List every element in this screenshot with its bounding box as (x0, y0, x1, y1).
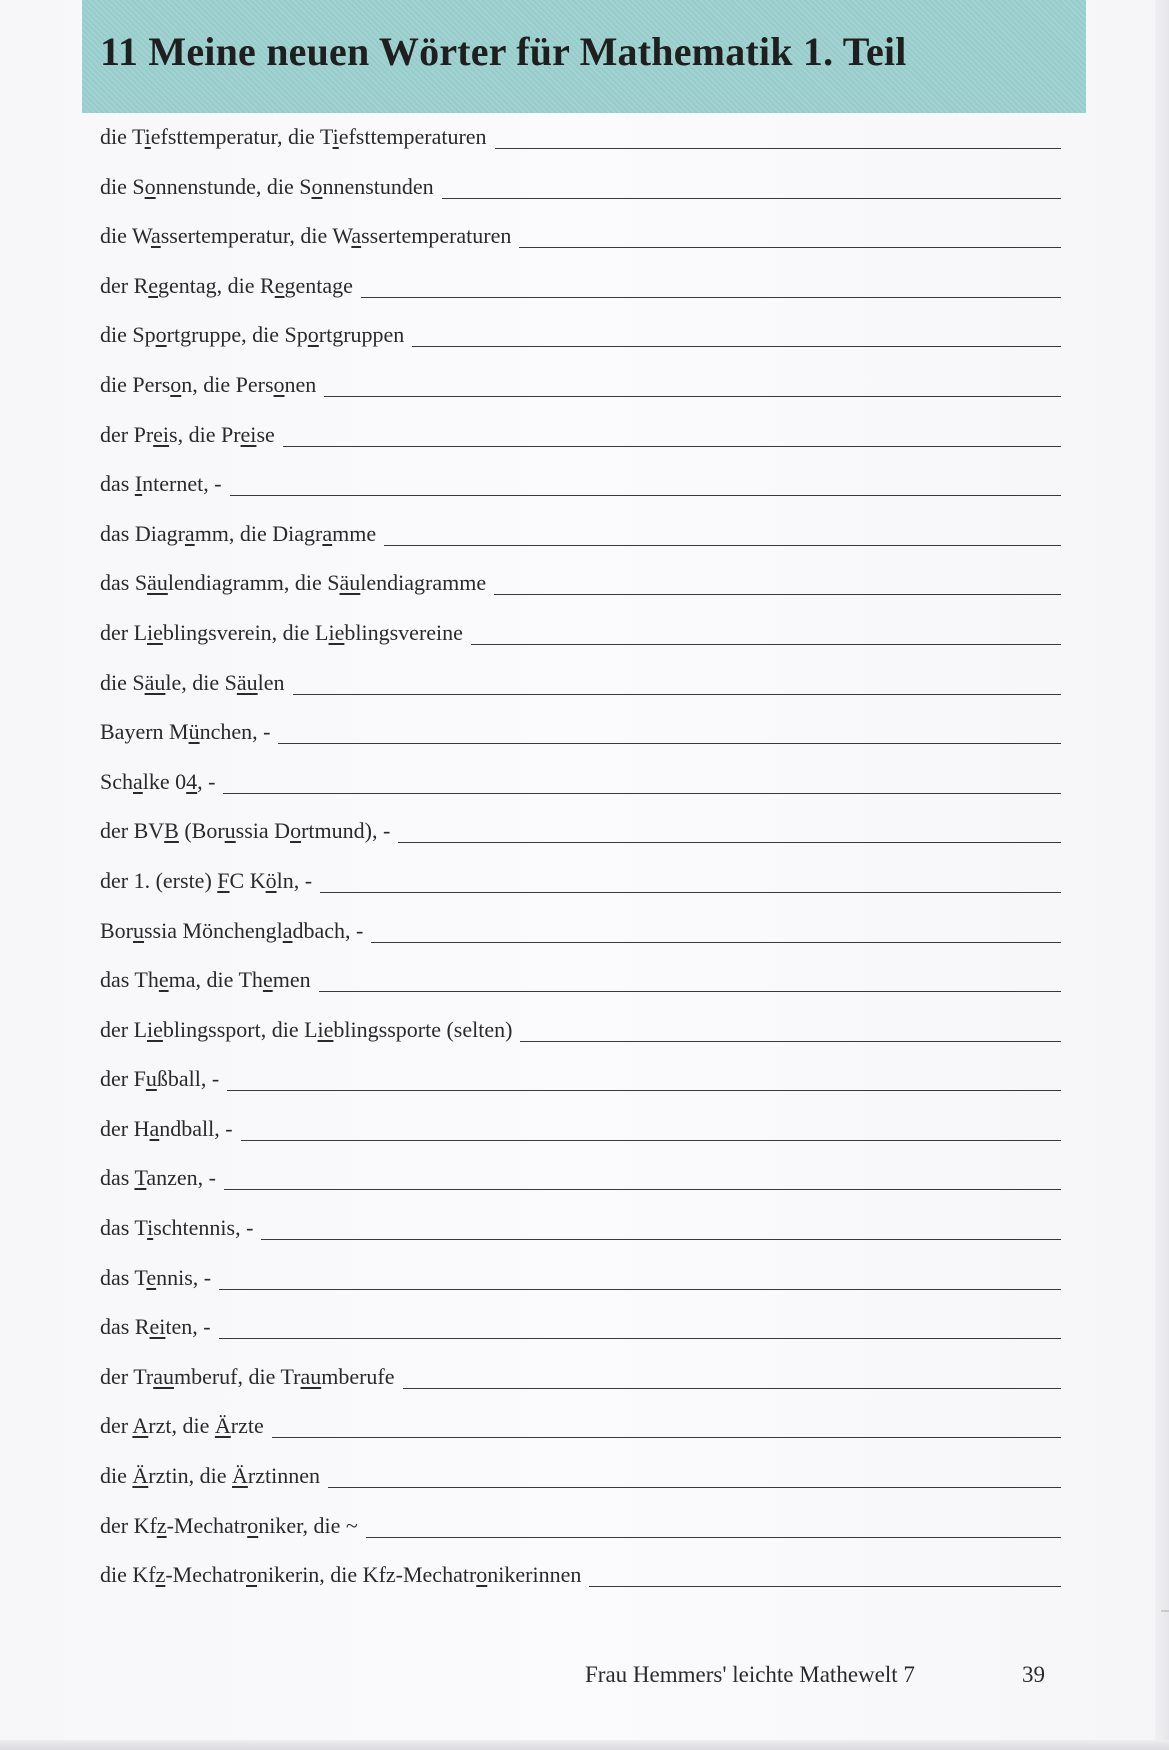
term-text: der 1. (erste) (100, 867, 218, 893)
vocab-row (0, 658, 1169, 708)
stressed-letters: a (322, 520, 333, 546)
term-text: rtgruppen (318, 322, 405, 348)
term-text: blingssporte (selten) (333, 1016, 513, 1042)
vocab-row (0, 955, 1169, 1005)
vocab-term (100, 521, 376, 547)
answer-line[interactable] (261, 1239, 1061, 1240)
vocab-term (100, 769, 215, 795)
term-text: ßball, - (156, 1066, 220, 1092)
vocab-row (0, 1153, 1169, 1203)
vocab-row (0, 1005, 1169, 1055)
stressed-letters: u (145, 1066, 157, 1092)
answer-line[interactable] (412, 346, 1061, 347)
stressed-letters: ei (153, 421, 170, 447)
page-title: 11 Meine neuen Wörter für Mathematik 1. Teil (100, 29, 907, 74)
stressed-letters: o (307, 322, 319, 348)
stressed-letters: a (149, 1115, 160, 1141)
term-text: le, die S (165, 669, 237, 695)
term-text: der R (100, 272, 149, 298)
term-text: nnenstunden (322, 173, 434, 199)
stressed-letters: T (134, 1165, 147, 1191)
scan-mark (1161, 1610, 1169, 1612)
stressed-letters: au (153, 1363, 174, 1389)
stressed-letters: e (262, 967, 273, 993)
answer-line[interactable] (227, 1090, 1061, 1091)
term-text: ma, die Th (168, 967, 263, 993)
vocab-term (100, 918, 363, 944)
vocab-row (0, 1501, 1169, 1551)
stressed-letters: o (247, 1512, 259, 1538)
term-text: das S (100, 570, 148, 596)
vocab-term (100, 1116, 233, 1142)
term-text: men (272, 967, 311, 993)
stressed-letters: z (155, 1562, 166, 1588)
answer-line[interactable] (398, 842, 1061, 843)
page-edge-bottom (0, 1740, 1169, 1750)
stressed-letters: ie (147, 1016, 163, 1042)
vocab-term (100, 967, 311, 993)
answer-line[interactable] (223, 793, 1061, 794)
term-text: mberuf, die Tr (173, 1363, 301, 1389)
term-text: blingsvereine (344, 619, 463, 645)
vocab-row (0, 1104, 1169, 1154)
vocab-row (0, 509, 1169, 559)
term-text: das R (100, 1314, 150, 1340)
stressed-letters: u (224, 818, 236, 844)
vocab-term (100, 124, 487, 150)
stressed-letters: äu (339, 570, 361, 596)
stressed-letters: äu (147, 570, 168, 596)
footer-book-title: Frau Hemmers' leichte Mathewelt 7 (585, 1662, 915, 1687)
term-text: lke 0 (142, 768, 187, 794)
stressed-letters: o (144, 173, 156, 199)
vocab-term (100, 620, 463, 646)
answer-line[interactable] (241, 1140, 1061, 1141)
term-text: die Sp (100, 322, 156, 348)
vocab-term (100, 1165, 216, 1191)
vocab-term (100, 1215, 253, 1241)
stressed-letters: äu (236, 669, 258, 695)
term-text: Bayern M (100, 719, 189, 745)
vocab-term (100, 1413, 264, 1439)
term-text: lendiagramm, die S (167, 570, 340, 596)
vocab-term (100, 471, 222, 497)
stressed-letters: i (144, 124, 151, 149)
stressed-letters: i (332, 124, 339, 149)
term-text: rtmund), - (301, 818, 391, 844)
answer-line[interactable] (293, 694, 1061, 695)
term-text: der BV (100, 818, 165, 844)
vocab-row (0, 1054, 1169, 1104)
term-text: der (100, 1413, 133, 1439)
answer-line[interactable] (219, 1338, 1061, 1339)
term-text: ndball, - (159, 1115, 233, 1141)
answer-line[interactable] (495, 148, 1061, 149)
term-text: das (100, 1165, 135, 1191)
term-text: nternet, - (142, 471, 222, 497)
vocab-term (100, 818, 390, 844)
term-text: die T (100, 124, 145, 149)
answer-line[interactable] (272, 1437, 1061, 1438)
term-text: mberufe (321, 1363, 395, 1389)
vocab-term (100, 1265, 211, 1291)
stressed-letters: Ä (132, 1463, 149, 1489)
vocab-row (0, 906, 1169, 956)
stressed-letters: o (311, 173, 323, 199)
answer-line[interactable] (320, 892, 1061, 893)
term-text: ssia Mönchengl (144, 917, 283, 943)
vocab-term (100, 322, 404, 348)
term-text: mme (332, 520, 377, 546)
answer-line[interactable] (324, 396, 1061, 397)
term-text: der Kf (100, 1512, 157, 1538)
term-text: der F (100, 1066, 146, 1092)
stressed-letters: e (148, 272, 159, 298)
answer-line[interactable] (328, 1487, 1061, 1488)
stressed-letters: ie (147, 619, 163, 645)
stressed-letters: A (132, 1413, 149, 1439)
stressed-letters: a (351, 223, 362, 249)
vocab-term (100, 719, 270, 745)
answer-line[interactable] (471, 644, 1061, 645)
vocab-row (0, 1203, 1169, 1253)
vocab-term (100, 372, 316, 398)
stressed-letters: ü (188, 719, 200, 745)
stressed-letters: ie (317, 1016, 334, 1042)
term-text: blingsverein, die L (162, 619, 329, 645)
answer-line[interactable] (589, 1586, 1061, 1587)
vocab-row (0, 211, 1169, 261)
answer-line[interactable] (371, 942, 1061, 943)
term-text: rztin, die (148, 1463, 232, 1489)
term-text: Sch (100, 768, 133, 794)
vocab-term (100, 1562, 581, 1588)
vocab-row (0, 1550, 1169, 1600)
term-text: das Diagr (100, 520, 185, 546)
term-text: s, die Pr (169, 421, 241, 447)
vocab-term (100, 223, 511, 249)
term-text: nikerin, die Kfz-Mechatr (256, 1562, 477, 1588)
vocab-row (0, 1302, 1169, 1352)
vocab-row (0, 1352, 1169, 1402)
stressed-letters: ei (149, 1314, 166, 1340)
term-text: der Tr (100, 1363, 154, 1389)
vocab-row (0, 558, 1169, 608)
stressed-letters: ö (265, 867, 277, 893)
term-text: der L (100, 1016, 148, 1042)
term-text: rtgruppe, die Sp (166, 322, 308, 348)
stressed-letters: ei (240, 421, 257, 447)
term-text: rztinnen (247, 1463, 320, 1489)
term-text: C K (229, 867, 266, 893)
vocab-term (100, 273, 353, 299)
term-text: nnis, - (156, 1264, 212, 1290)
vocab-row (0, 806, 1169, 856)
vocab-row (0, 1401, 1169, 1451)
term-text: , - (197, 768, 216, 794)
term-text: nen (284, 371, 317, 397)
stressed-letters: o (476, 1562, 488, 1588)
term-text: -Mechatr (165, 1562, 246, 1588)
term-text: die W (100, 223, 151, 249)
answer-line[interactable] (442, 198, 1061, 199)
term-text: nikerinnen (487, 1562, 582, 1588)
stressed-letters: a (282, 917, 293, 943)
vocab-row (0, 856, 1169, 906)
vocab-term (100, 1463, 320, 1489)
vocab-term (100, 422, 275, 448)
stressed-letters: u (133, 917, 144, 943)
term-text: ssertemperaturen (361, 223, 512, 249)
term-text: das Th (100, 967, 159, 993)
vocab-row (0, 459, 1169, 509)
vocab-row (0, 707, 1169, 757)
term-text: gentage (284, 272, 353, 298)
term-text: efsttemperaturen (338, 124, 487, 149)
stressed-letters: Ä (231, 1463, 248, 1489)
term-text: die (100, 1463, 133, 1489)
vocab-term (100, 1364, 395, 1390)
stressed-letters: o (170, 371, 182, 397)
term-text: nnenstunde, die S (155, 173, 312, 199)
stressed-letters: e (158, 967, 169, 993)
term-text: mm, die Diagr (194, 520, 323, 546)
term-text: blingssport, die L (162, 1016, 318, 1042)
stressed-letters: o (273, 371, 285, 397)
term-text: gentag, die R (158, 272, 275, 298)
term-text: -Mechatr (166, 1512, 248, 1538)
term-text: Bor (100, 917, 133, 943)
term-text: dbach, - (292, 917, 364, 943)
term-text: die S (100, 669, 145, 695)
answer-line[interactable] (230, 495, 1061, 496)
term-text: die Kf (100, 1562, 156, 1588)
term-text: rzt, die (148, 1413, 215, 1439)
answer-line[interactable] (520, 1041, 1061, 1042)
term-text: das T (100, 1264, 147, 1290)
stressed-letters: a (184, 520, 195, 546)
term-text: efsttemperatur, die T (150, 124, 333, 149)
vocab-row (0, 360, 1169, 410)
vocab-row (0, 162, 1169, 212)
vocab-row (0, 608, 1169, 658)
term-text: rzte (230, 1413, 264, 1439)
stressed-letters: au (300, 1363, 322, 1389)
term-text: der Pr (100, 421, 154, 447)
term-text: lendiagramme (360, 570, 487, 596)
stressed-letters: i (147, 1215, 154, 1241)
answer-line[interactable] (224, 1189, 1061, 1190)
term-text: ssia D (235, 818, 291, 844)
vocab-row (0, 310, 1169, 360)
term-text: len (257, 669, 285, 695)
term-text: der L (100, 619, 148, 645)
term-text: das T (100, 1215, 148, 1241)
stressed-letters: o (290, 818, 302, 844)
vocab-term (100, 868, 312, 894)
term-text: nchen, - (199, 719, 271, 745)
vocab-term (100, 1017, 512, 1043)
stressed-letters: äu (144, 669, 166, 695)
vocab-row (0, 112, 1169, 162)
answer-line[interactable] (361, 297, 1061, 298)
stressed-letters: z (156, 1512, 167, 1538)
term-text: (Bor (178, 818, 225, 844)
stressed-letters: e (274, 272, 285, 298)
vocab-row (0, 1451, 1169, 1501)
stressed-letters: 4 (186, 768, 198, 794)
stressed-letters: o (155, 322, 167, 348)
term-text: n, die Pers (181, 371, 274, 397)
term-text: ten, - (165, 1314, 211, 1340)
vocab-row (0, 757, 1169, 807)
vocab-term (100, 570, 486, 596)
vocab-term (100, 174, 434, 200)
stressed-letters: F (217, 867, 230, 893)
term-text: schtennis, - (153, 1215, 254, 1241)
term-text: niker, die ~ (258, 1512, 358, 1538)
answer-line[interactable] (403, 1388, 1061, 1389)
term-text: der H (100, 1115, 150, 1141)
term-text: se (256, 421, 275, 447)
stressed-letters: a (133, 768, 143, 794)
stressed-letters: o (245, 1562, 257, 1588)
vocab-row (0, 1253, 1169, 1303)
vocab-row (0, 410, 1169, 460)
vocab-term (100, 1314, 211, 1340)
answer-line[interactable] (519, 247, 1061, 248)
page-number: 39 (1022, 1662, 1045, 1687)
term-text: ln, - (276, 867, 313, 893)
term-text: das (100, 471, 135, 497)
term-text: anzen, - (146, 1165, 216, 1191)
stressed-letters: Ä (214, 1413, 231, 1439)
stressed-letters: a (150, 223, 161, 249)
stressed-letters: B (164, 818, 179, 844)
answer-line[interactable] (283, 446, 1061, 447)
answer-line[interactable] (319, 991, 1061, 992)
answer-line[interactable] (384, 545, 1061, 546)
term-text: ssertemperatur, die W (160, 223, 352, 249)
answer-line[interactable] (494, 594, 1061, 595)
answer-line[interactable] (366, 1537, 1061, 1538)
vocab-term (100, 1513, 358, 1539)
term-text: die S (100, 173, 145, 199)
vocab-row (0, 261, 1169, 311)
answer-line[interactable] (219, 1289, 1061, 1290)
vocab-term (100, 670, 285, 696)
stressed-letters: e (146, 1264, 157, 1290)
term-text: die Pers (100, 371, 171, 397)
vocabulary-list (0, 112, 1169, 1600)
vocab-term (100, 1066, 219, 1092)
stressed-letters: I (134, 471, 143, 497)
answer-line[interactable] (278, 743, 1061, 744)
stressed-letters: ie (328, 619, 345, 645)
